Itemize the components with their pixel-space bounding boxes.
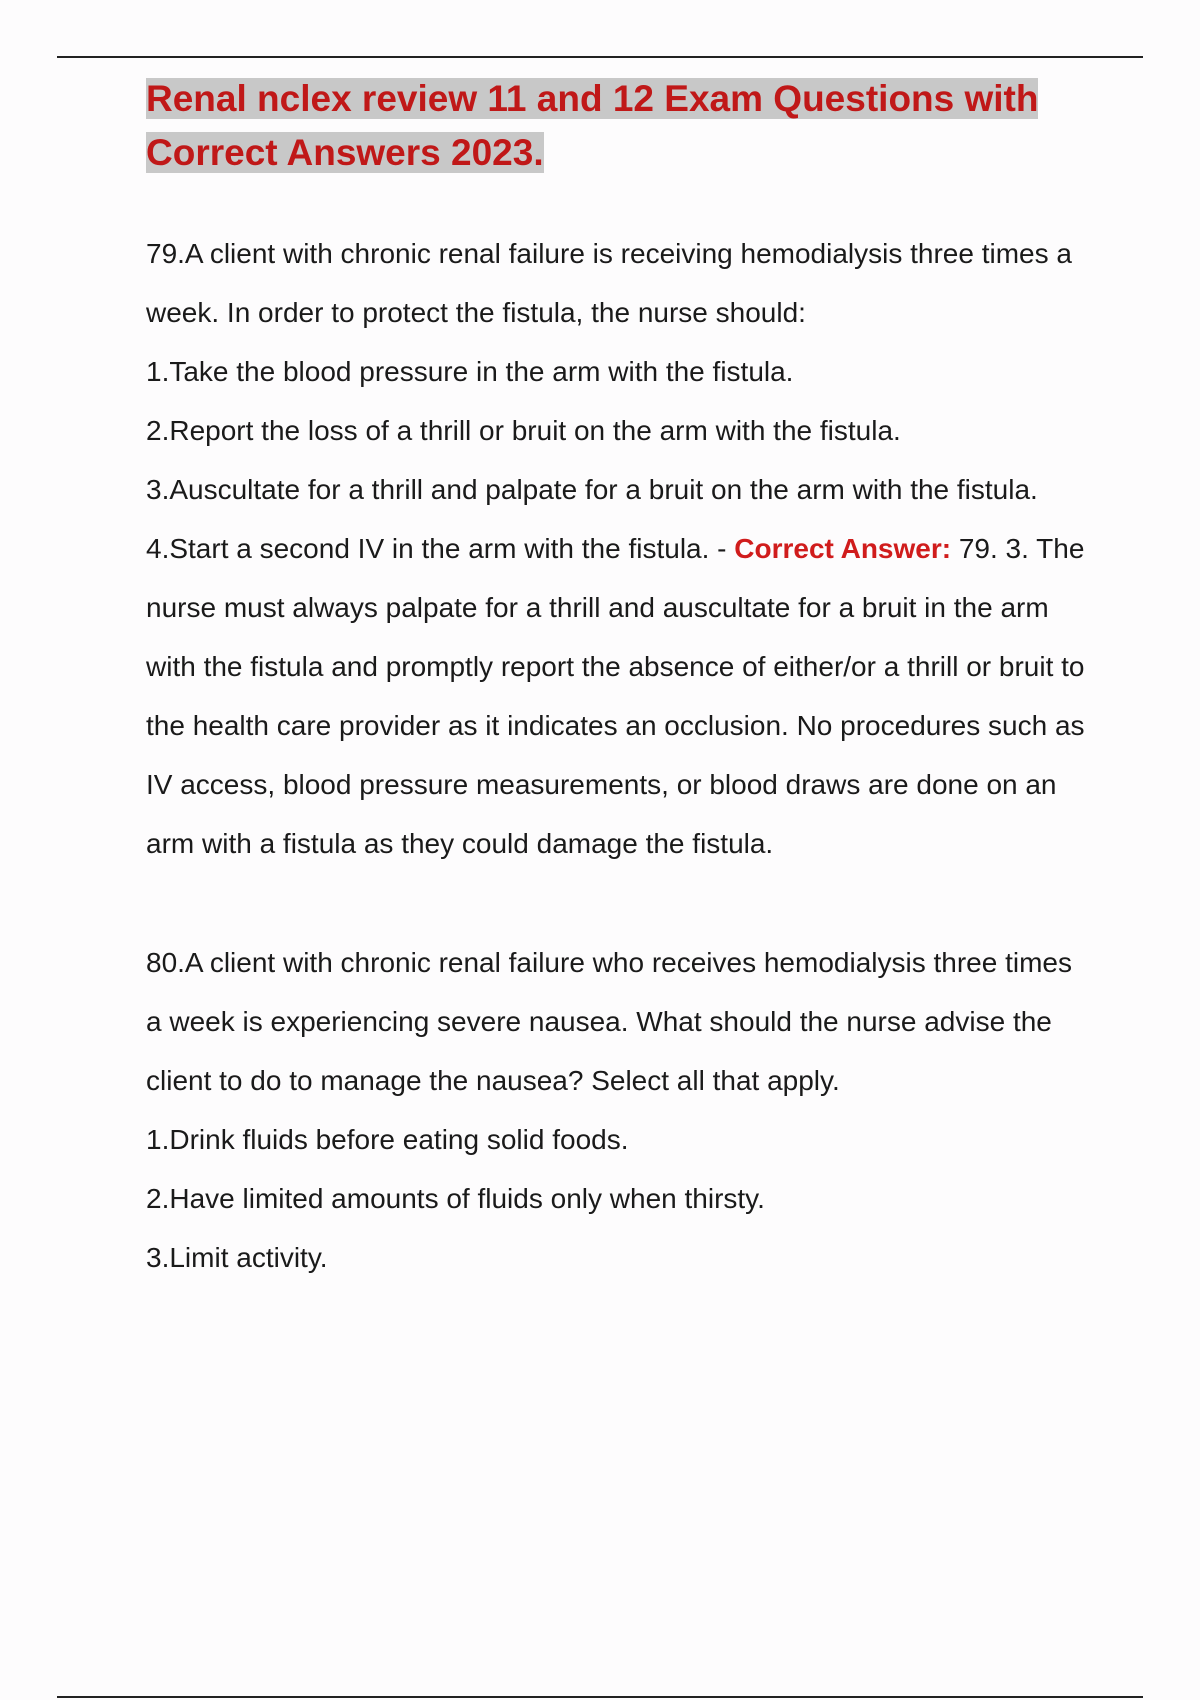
answer-option: 1.Drink fluids before eating solid foods. [146,1124,629,1155]
header-rule [57,56,1143,58]
question-79 [146,224,1086,873]
correct-answer-label: Correct Answer: [734,533,952,564]
answer-rationale: 79. 3. The nurse must always palpate for a thrill and auscultate for a bruit in the arm with the fistula and promptly report the absence of either/or a thrill or bruit to the health care provider as it indicates an occlusion. No procedures such as IV access, blood pressure measurements, or blood draws are done on an arm with a fistula as they could damage the fistula. [146,533,1085,859]
question-80 [146,933,1086,1287]
question-stem: 79.A client with chronic renal failure is receiving hemodialysis three times a week. In order to protect the fistula, the nurse should: [146,238,1072,328]
title-highlight: Renal nclex review 11 and 12 Exam Questions with Correct Answers 2023. [146,78,1039,173]
document-body [146,72,1086,1287]
question-stem: 80.A client with chronic renal failure who receives hemodialysis three times a week is experiencing severe nausea. What should the nurse advise the client to do to manage the nausea? Select all that apply. [146,947,1072,1096]
document-title [146,72,1086,180]
answer-option: 3.Limit activity. [146,1242,328,1273]
answer-option-with-rationale [146,519,1086,873]
answer-option: 4.Start a second IV in the arm with the fistula. - [146,533,735,564]
answer-option: 2.Report the loss of a thrill or bruit on the arm with the fistula. [146,415,901,446]
answer-option: 2.Have limited amounts of fluids only when thirsty. [146,1183,765,1214]
footer-rule [57,1696,1143,1698]
answer-option: 1.Take the blood pressure in the arm with the fistula. [146,356,794,387]
answer-option: 3.Auscultate for a thrill and palpate for a bruit on the arm with the fistula. [146,474,1038,505]
